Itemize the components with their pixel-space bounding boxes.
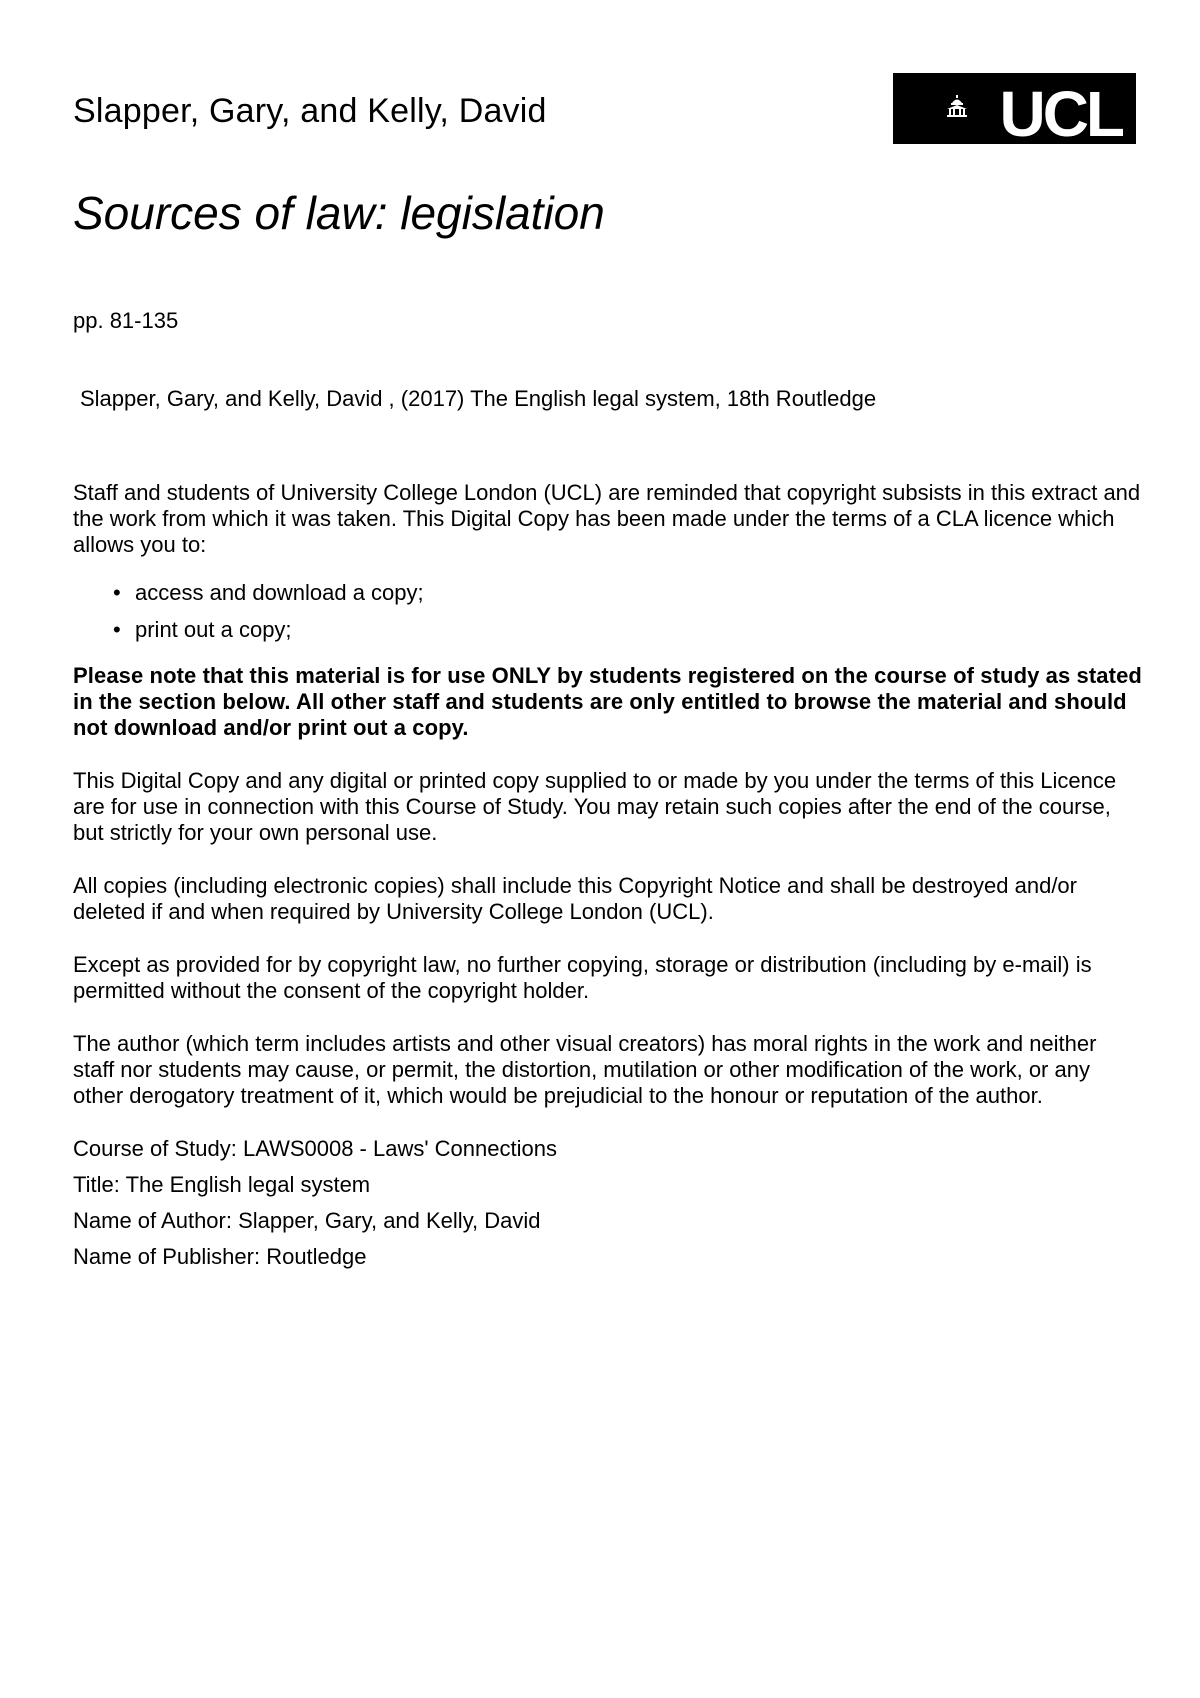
permissions-list	[73, 580, 1143, 643]
citation: Slapper, Gary, and Kelly, David , (2017) The English legal system, 18th Routledge	[80, 386, 877, 411]
course-title: Title: The English legal system	[73, 1172, 371, 1197]
moral-rights-paragraph: The author (which term includes artists and other visual creators) has moral rights in the work and neither staff nor students may cause, or permit, the distortion, mutilation or other modification of the work, or any other derogatory treatment of it, which would be prejudicial to the honour or reputation of the author.	[73, 1031, 1097, 1108]
usage-warning: Please note that this material is for use ONLY by students registered on the course of study as stated in the section below. All other staff and students are only entitled to browse the material and should not download and/or print out a copy.	[73, 663, 1142, 740]
notice-intro: Staff and students of University College London (UCL) are reminded that copyright subsists in this extract and the work from which it was taken. This Digital Copy has been made under the terms of a CLA licence which allows you to:	[73, 480, 1141, 557]
ucl-logo	[893, 73, 1136, 150]
list-item: • print out a copy;	[113, 617, 1143, 643]
course-publisher: Name of Publisher: Routledge	[73, 1244, 367, 1269]
logo-text: UCL	[999, 77, 1122, 150]
distribution-paragraph: Except as provided for by copyright law, no further copying, storage or distribution (including by e-mail) is permitted without the consent of the copyright holder.	[73, 952, 1092, 1003]
retention-paragraph: This Digital Copy and any digital or printed copy supplied to or made by you under the terms of this Licence are for use in connection with this Course of Study. You may retain such copies after the end of the course, but strictly for your own personal use.	[73, 768, 1117, 845]
portico-icon	[947, 95, 967, 117]
document-title: Sources of law: legislation	[73, 187, 605, 239]
course-info	[73, 1136, 1143, 1270]
author-header: Slapper, Gary, and Kelly, David	[73, 92, 547, 130]
course-author: Name of Author: Slapper, Gary, and Kelly, David	[73, 1208, 541, 1233]
page-range: pp. 81-135	[73, 308, 179, 333]
copyright-notice	[73, 480, 1143, 1280]
copies-paragraph: All copies (including electronic copies) shall include this Copyright Notice and shall be destroyed and/or deleted if and when required by University College London (UCL).	[73, 873, 1077, 924]
list-item: • access and download a copy;	[113, 580, 1143, 606]
course-of-study: Course of Study: LAWS0008 - Laws' Connections	[73, 1136, 557, 1161]
